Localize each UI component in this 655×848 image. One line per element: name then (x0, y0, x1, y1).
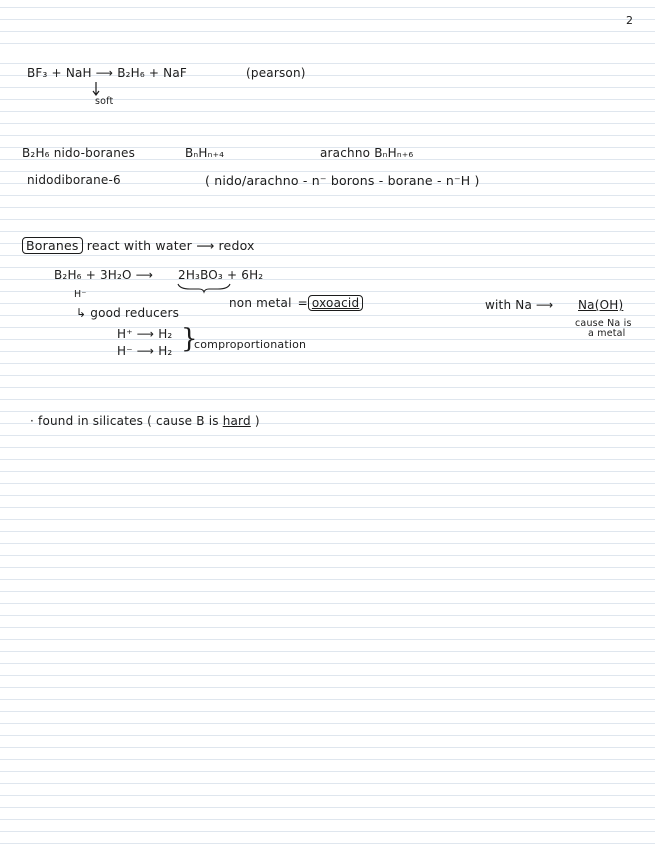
cause-na-line1: cause Na is (575, 318, 632, 329)
equals-sign: = (297, 296, 308, 310)
nido-boranes-label: B₂H₆ nido-boranes (22, 146, 136, 160)
non-metal-label: non metal (229, 296, 292, 310)
h-plus-reaction: H⁺ ⟶ H₂ (117, 327, 173, 341)
cause-na-line2: a metal (588, 328, 626, 339)
boranes-heading-rest: react with water ⟶ redox (86, 238, 255, 253)
arachno-label: arachno BₙHₙ₊₆ (320, 146, 414, 160)
page-number: 2 (626, 14, 633, 27)
down-arrow-icon (93, 82, 99, 95)
non-metal-oxoacid (229, 296, 363, 310)
nidodiborane-name: nidodiborane-6 (27, 173, 121, 187)
underbrace-icon (178, 284, 230, 292)
hard-word: hard (222, 414, 251, 428)
hydrolysis-reactants: B₂H₆ + 3H₂O ⟶ (54, 268, 154, 282)
found-prefix: · found in silicates ( cause B is (30, 414, 219, 428)
h-minus-reaction: H⁻ ⟶ H₂ (117, 344, 173, 358)
nido-formula: BₙHₙ₊₄ (185, 146, 225, 160)
soft-note: soft (95, 96, 114, 107)
naming-rule: ( nido/arachno - n⁻ borons - borane - n⁻H ) (205, 173, 480, 188)
boranes-boxed-word: Boranes (22, 237, 83, 254)
comproportionation-label: comproportionation (194, 338, 307, 351)
boranes-heading (22, 238, 255, 253)
hydride-label: H⁻ (74, 289, 87, 300)
oxoacid-boxed: oxoacid (308, 295, 363, 311)
good-reducers-note: ↳ good reducers (76, 306, 180, 320)
found-in-silicates (30, 414, 260, 428)
found-suffix: ) (254, 414, 260, 428)
equation-bf3-nah: BF₃ + NaH ⟶ B₂H₆ + NaF (27, 66, 188, 80)
with-na-label: with Na ⟶ (485, 298, 554, 312)
naoh-product: Na(OH) (578, 298, 624, 312)
curly-brace-icon: } (181, 324, 198, 354)
source-note: (pearson) (246, 66, 306, 80)
hydrolysis-products: 2H₃BO₃ + 6H₂ (178, 268, 264, 282)
